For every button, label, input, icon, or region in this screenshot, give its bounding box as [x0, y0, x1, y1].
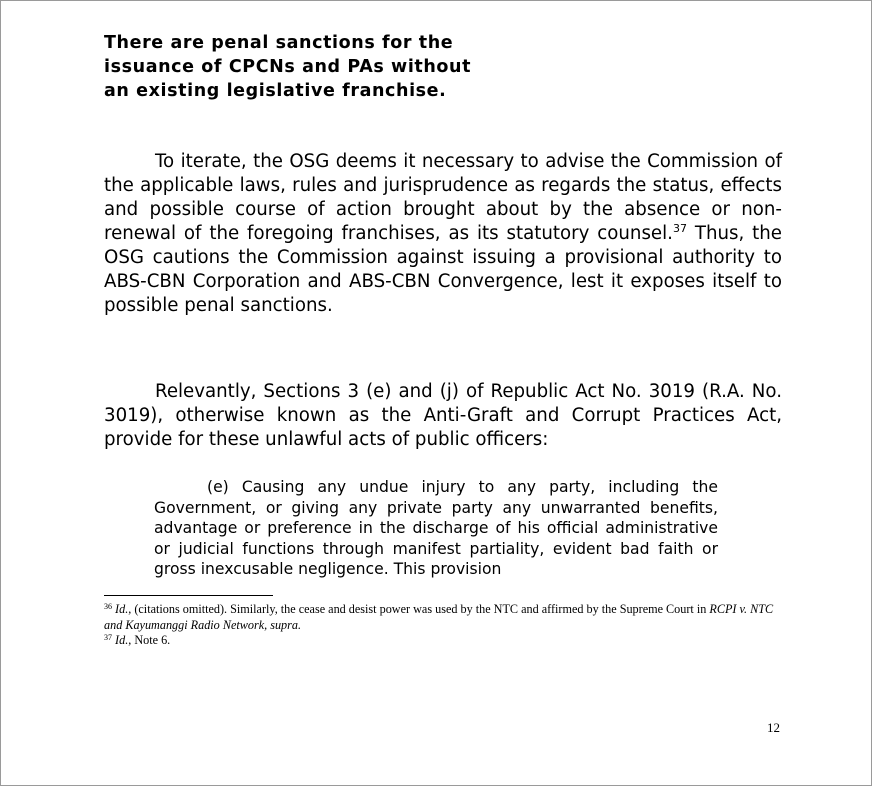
- section-heading: There are penal sanctions for the issuance of CPCNs and PAs without an existing legislative franchise.: [104, 33, 472, 101]
- block-quote: [154, 477, 718, 580]
- page-number: 12: [767, 720, 780, 735]
- body-paragraph-1: [104, 150, 782, 318]
- footnote-id: Id.: [115, 602, 129, 616]
- footnote-number: 37: [104, 633, 112, 642]
- footnote-36: [104, 602, 784, 633]
- footnote-text: , (citations omitted). Similarly, the cease and desist power was used by the NTC and affirmed by the Supreme Court in: [128, 602, 710, 616]
- body-paragraph-2: [104, 380, 782, 452]
- footnote-case-name: RCPI v. NTC and Kayumanggi Radio Network, supra.: [104, 602, 774, 632]
- footnotes: [104, 602, 784, 649]
- footnote-text: , Note 6.: [128, 633, 171, 647]
- footnote-separator: [104, 595, 273, 596]
- footnote-37: [104, 633, 784, 649]
- footnote-id: Id.: [115, 633, 129, 647]
- block-quote-text: (e) Causing any undue injury to any party, including the Government, or giving any private party any unwarranted benefits, advantage or preference in the discharge of his official administrative or judicial functions through manifest partiality, evident bad faith or gross inexcusable negligence. This provision: [154, 478, 718, 578]
- footnote-reference-37: 37: [672, 222, 687, 235]
- paragraph-1-text-before-note: To iterate, the OSG deems it necessary to advise the Commission of the applicable laws, rules and jurisprudence as regards the status, effects and possible course of action brought about by the absence or non-renewal of the foregoing franchises, as its statutory counsel.: [104, 151, 782, 244]
- paragraph-2-text: Relevantly, Sections 3 (e) and (j) of Republic Act No. 3019 (R.A. No. 3019), otherwise known as the Anti-Graft and Corrupt Practices Act, provide for these unlawful acts of public officers:: [104, 381, 782, 450]
- footnote-number: 36: [104, 602, 112, 611]
- paragraph-1-text-after-note: Thus, the OSG cautions the Commission against issuing a provisional authority to ABS-CBN Corporation and ABS-CBN Convergence, lest it exposes itself to possible penal sanctions.: [104, 223, 782, 316]
